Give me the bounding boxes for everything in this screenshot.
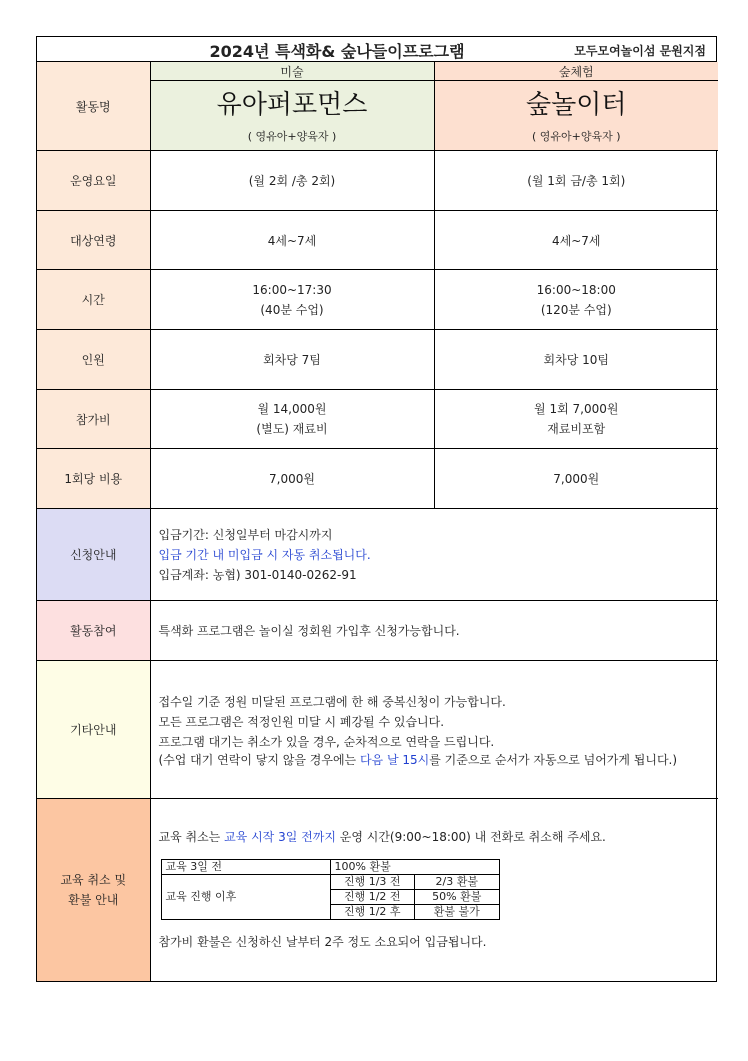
art-schedule: (월 2회 /총 2회) [150, 151, 434, 211]
label-refund-1: 교육 취소 및 [60, 872, 127, 887]
forest-category: 숲체험 [434, 62, 718, 81]
forest-fee-amount: 월 1회 7,000원 [534, 402, 619, 416]
forest-per-session: 7,000원 [434, 449, 718, 509]
forest-people: 회차당 10팀 [434, 330, 718, 390]
label-people: 인원 [37, 330, 150, 390]
table-row [161, 875, 499, 890]
refund-value-3: 환불 불가 [415, 905, 500, 920]
program-table [37, 62, 718, 981]
etc-line-4-a: (수업 대기 연락이 닿지 않을 경우에는 [158, 752, 360, 767]
etc-line-2: 모든 프로그램은 적정인원 미달 시 폐강될 수 있습니다. [158, 714, 445, 729]
apply-period: 입금기간: 신청일부터 마감시까지 [158, 527, 333, 542]
participation-text: 특색화 프로그램은 놀이실 정회원 가입후 신청가능합니다. [150, 601, 718, 661]
label-participation: 활동참여 [37, 601, 150, 661]
label-activity: 활동명 [37, 62, 150, 151]
apply-info [150, 509, 718, 601]
etc-line-4 [159, 752, 719, 768]
refund-before-value: 100% 환불 [330, 860, 499, 875]
refund-before-label: 교육 3일 전 [161, 860, 330, 875]
etc-info [150, 661, 718, 799]
forest-program-cell [434, 81, 718, 151]
forest-time [434, 270, 718, 330]
forest-audience: ( 영유아+양육자 ) [531, 129, 621, 143]
art-time-range: 16:00~17:30 [252, 282, 332, 297]
page-title: 2024년 특색화& 숲나들이프로그램 [209, 42, 465, 61]
refund-table [161, 859, 500, 920]
label-apply: 신청안내 [37, 509, 150, 601]
refund-intro [159, 827, 719, 847]
etc-line-1: 접수일 기준 정원 미달된 프로그램에 한 해 중복신청이 가능합니다. [158, 694, 506, 709]
forest-schedule: (월 1회 금/총 1회) [434, 151, 718, 211]
art-program-cell [150, 81, 434, 151]
forest-program-name: 숲놀이터 [526, 89, 627, 120]
refund-footer: 참가비 환불은 신청하신 날부터 2주 정도 소요되어 입금됩니다. [158, 935, 487, 950]
art-audience: ( 영유아+양육자 ) [247, 129, 337, 143]
art-fee-amount: 월 14,000원 [257, 402, 327, 416]
art-program-name: 유아퍼포먼스 [216, 89, 368, 120]
label-refund [37, 799, 150, 981]
art-fee-note: (별도) 재료비 [256, 422, 328, 436]
art-time [150, 270, 434, 330]
art-age: 4세~7세 [150, 211, 434, 270]
etc-line-4-highlight: 다음 날 15시 [359, 752, 430, 767]
refund-after-label: 교육 진행 이후 [161, 875, 330, 920]
label-per-session: 1회당 비용 [37, 449, 150, 509]
forest-fee [434, 390, 718, 449]
refund-period-3: 진행 1/2 후 [330, 905, 415, 920]
refund-intro-c: 운영 시간(9:00~18:00) 내 전화로 취소해 주세요. [335, 830, 606, 845]
label-etc: 기타안내 [37, 661, 150, 799]
art-people: 회차당 7팀 [150, 330, 434, 390]
refund-info [150, 799, 718, 981]
refund-intro-a: 교육 취소는 [158, 830, 225, 845]
label-refund-2: 환불 안내 [68, 892, 119, 907]
label-fee: 참가비 [37, 390, 150, 449]
etc-line-4-c: 를 기준으로 순서가 자동으로 넘어가게 됩니다.) [429, 752, 678, 767]
forest-time-duration: (120분 수업) [540, 302, 612, 317]
program-sheet [36, 36, 717, 982]
org-name: 모두모여놀이섬 문원지점 [574, 44, 706, 58]
forest-age: 4세~7세 [434, 211, 718, 270]
apply-account: 입금계좌: 농협) 301-0140-0262-91 [158, 567, 357, 582]
refund-value-2: 50% 환불 [415, 890, 500, 905]
refund-period-1: 진행 1/3 전 [330, 875, 415, 890]
label-time: 시간 [37, 270, 150, 330]
etc-line-3: 프로그램 대기는 취소가 있을 경우, 순차적으로 연락을 드립니다. [158, 734, 495, 749]
apply-warning: 입금 기간 내 미입금 시 자동 취소됩니다. [158, 547, 371, 562]
forest-time-range: 16:00~18:00 [536, 282, 616, 297]
table-row [161, 860, 499, 875]
label-schedule: 운영요일 [37, 151, 150, 211]
refund-period-2: 진행 1/2 전 [330, 890, 415, 905]
label-age: 대상연령 [37, 211, 150, 270]
forest-fee-note: 재료비포함 [547, 422, 606, 436]
title-bar [37, 37, 716, 62]
refund-value-1: 2/3 환불 [415, 875, 500, 890]
art-time-duration: (40분 수업) [260, 302, 324, 317]
art-category: 미술 [150, 62, 434, 81]
art-fee [150, 390, 434, 449]
refund-intro-highlight: 교육 시작 3일 전까지 [224, 830, 336, 845]
art-per-session: 7,000원 [150, 449, 434, 509]
